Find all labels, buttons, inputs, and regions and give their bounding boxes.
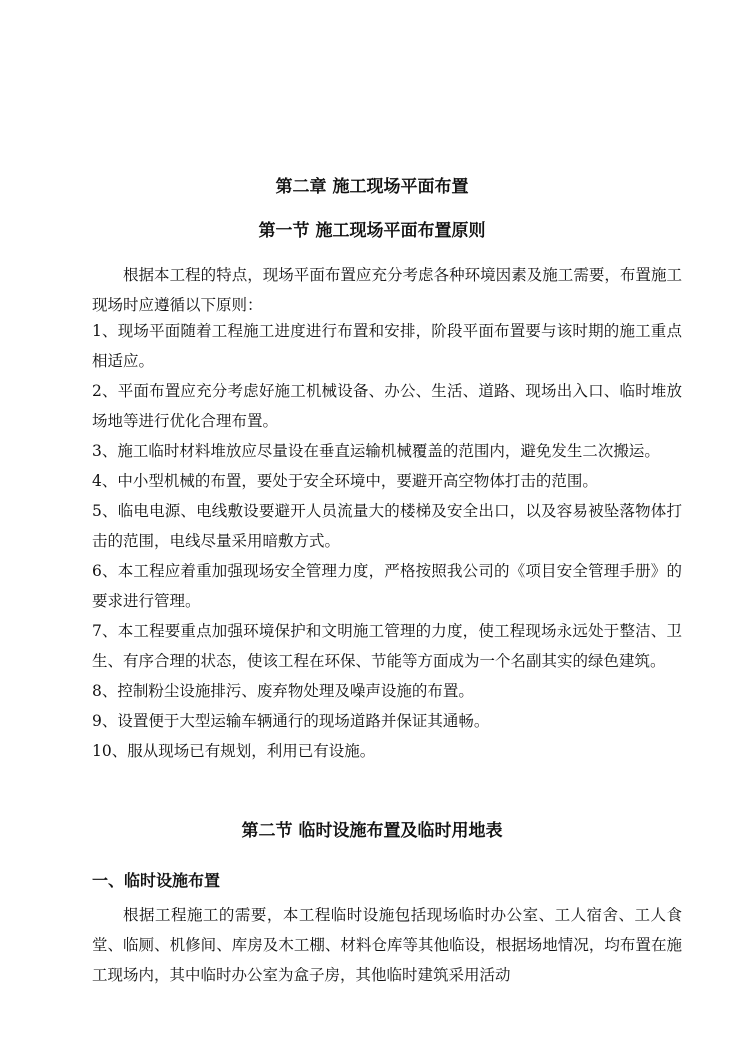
chapter-title: 第二章 施工现场平面布置 <box>275 177 469 197</box>
principle-item-9: 9、设置便于大型运输车辆通行的现场道路并保证其通畅。 <box>92 712 490 730</box>
principle-item-5: 5、临电电源、电线敷设要避开人员流量大的楼梯及安全出口，以及容易被坠落物体打击的范围，电线尽量采用暗敷方式。 <box>92 502 682 550</box>
principle-item-10: 10、服从现场已有规划，利用已有设施。 <box>92 742 376 760</box>
principle-item-8: 8、控制粉尘设施排污、废弃物处理及噪声设施的布置。 <box>92 682 474 700</box>
principle-item-2: 2、平面布置应充分考虑好施工机械设备、办公、生活、道路、现场出入口、临时堆放场地等进行优化合理布置。 <box>92 382 682 430</box>
facilities-paragraph: 根据工程施工的需要，本工程临时设施包括现场临时办公室、工人宿舍、工人食堂、临厕、机修间、库房及木工棚、材料仓库等其他临设，根据场地情况，均布置在施工现场内，其中临时办公室为盒子房，其他临时建筑采用活动 <box>92 906 682 984</box>
section-1-title: 第一节 施工现场平面布置原则 <box>258 221 486 241</box>
subsection-heading: 一、临时设施布置 <box>92 871 221 890</box>
section-1-intro-paragraph: 根据本工程的特点，现场平面布置应充分考虑各种环境因素及施工需要，布置施工现场时应遵循以下原则： <box>92 266 682 314</box>
principle-item-4: 4、中小型机械的布置，要处于安全环境中，要避开高空物体打击的范围。 <box>92 472 598 490</box>
principle-item-3: 3、施工临时材料堆放应尽量设在垂直运输机械覆盖的范围内，避免发生二次搬运。 <box>92 442 660 460</box>
principle-item-1: 1、现场平面随着工程施工进度进行布置和安排，阶段平面布置要与该时期的施工重点相适应。 <box>92 322 682 370</box>
principles-list <box>92 316 682 766</box>
principle-item-6: 6、本工程应着重加强现场安全管理力度，严格按照我公司的《项目安全管理手册》的要求进行管理。 <box>92 562 682 610</box>
principle-item-7: 7、本工程要重点加强环境保护和文明施工管理的力度，使工程现场永远处于整洁、卫生、有序合理的状态，使该工程在环保、节能等方面成为一个名副其实的绿色建筑。 <box>92 622 682 670</box>
section-2-title: 第二节 临时设施布置及临时用地表 <box>241 821 503 841</box>
